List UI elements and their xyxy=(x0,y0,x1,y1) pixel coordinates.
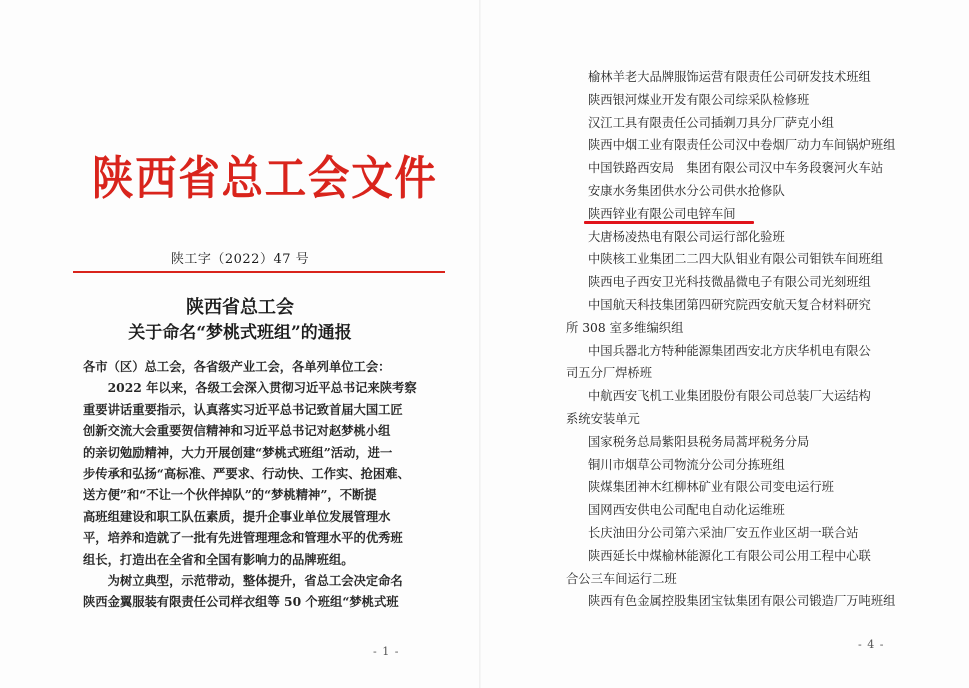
body-line: 重要讲话重要指示，认真落实习近平总书记致首届大国工匠 xyxy=(83,401,403,417)
list-item-continuation: 司五分厂焊桥班 xyxy=(566,366,653,381)
list-item: 铜川市烟草公司物流分公司分拣班组 xyxy=(588,457,785,472)
body-line: 送方便”和“不让一个伙伴掉队”的“梦桃精神”，不断提 xyxy=(83,487,377,503)
body-line: 2022 年以来，各级工会深入贯彻习近平总书记来陕考察 xyxy=(83,380,417,396)
list-item-continuation: 合公三车间运行二班 xyxy=(566,571,677,586)
list-item-continuation: 所 308 室多维编织组 xyxy=(566,320,684,335)
page-number: - 1 - xyxy=(373,645,400,658)
body-line: 平，培养和造就了一批有先进管理理念和管理水平的优秀班 xyxy=(83,530,403,546)
list-item: 陕煤集团神木红柳林矿业有限公司变电运行班 xyxy=(588,480,834,495)
list-item-continuation: 系统安装单元 xyxy=(566,411,640,426)
list-item: 陕西延长中煤榆林能源化工有限公司公用工程中心联 xyxy=(588,548,871,563)
notice-subject: 关于命名“梦桃式班组”的通报 xyxy=(128,323,352,343)
highlighted-list-item xyxy=(588,203,918,226)
document-header-title: 陕西省总工会文件 xyxy=(92,151,438,205)
body-line: 为树立典型，示范带动，整体提升，省总工会决定命名 xyxy=(83,572,403,588)
list-item: 中国铁路西安局 集团有限公司汉中车务段褒河火车站 xyxy=(588,161,884,176)
list-item: 中航西安飞机工业集团股份有限公司总装厂大运结构 xyxy=(588,389,871,404)
body-line: 创新交流大会重要贺信精神和习近平总书记对赵梦桃小组 xyxy=(83,423,391,439)
list-item: 中国航天科技集团第四研究院西安航天复合材料研究 xyxy=(588,297,871,312)
list-item: 长庆油田分公司第六采油厂安五作业区胡一联合站 xyxy=(588,525,859,540)
list-item-text: 陕西锌业有限公司电锌车间 xyxy=(588,206,736,221)
document-page-4 xyxy=(481,0,969,688)
notice-issuer: 陕西省总工会 xyxy=(186,297,294,318)
red-highlight-underline xyxy=(584,221,754,224)
list-item: 大唐杨凌热电有限公司运行部化验班 xyxy=(588,229,785,244)
list-item: 陕西银河煤业开发有限公司综采队检修班 xyxy=(588,92,810,107)
red-divider-line xyxy=(73,271,445,273)
document-page-1 xyxy=(0,0,480,688)
list-item: 安康水务集团供水分公司供水抢修队 xyxy=(588,183,785,198)
list-item: 汉江工具有限责任公司插剃刀具分厂萨克小组 xyxy=(588,115,834,130)
list-item: 榆林羊老大品牌服饰运营有限责任公司研发技术班组 xyxy=(588,70,871,84)
body-line: 高班组建设和职工队伍素质，提升企事业单位发展管理水 xyxy=(83,508,391,524)
list-item: 中国兵器北方特种能源集团西安北方庆华机电有限公 xyxy=(588,343,871,358)
body-line: 的亲切勉励精神，大力开展创建“梦桃式班组”活动，进一 xyxy=(83,444,393,460)
team-list xyxy=(566,66,918,613)
list-item: 陕西中烟工业有限责任公司汉中卷烟厂动力车间锅炉班组 xyxy=(588,138,896,153)
notice-body xyxy=(83,356,438,613)
document-number: 陕工字（2022）47 号 xyxy=(170,252,310,267)
list-item: 陕西有色金属控股集团宝钛集团有限公司锻造厂万吨班组 xyxy=(588,594,896,609)
page-number: - 4 - xyxy=(858,638,885,651)
body-line: 陕西金翼服装有限责任公司样衣组等 50 个班组“梦桃式班 xyxy=(83,594,399,610)
list-item: 中陕核工业集团二二四大队钼业有限公司钼铁车间班组 xyxy=(588,252,884,267)
body-line: 各市（区）总工会，各省级产业工会，各单列单位工会： xyxy=(83,359,391,374)
list-item: 国家税务总局紫阳县税务局蒿坪税务分局 xyxy=(588,434,810,449)
list-item: 国网西安供电公司配电自动化运维班 xyxy=(588,503,785,518)
body-line: 组长，打造出在全省和全国有影响力的品牌班组。 xyxy=(83,551,354,567)
list-item: 陕西电子西安卫光科技微晶微电子有限公司光刻班组 xyxy=(588,275,871,290)
body-line: 步传承和弘扬“高标准、严要求、行动快、工作实、抢困难、 xyxy=(83,465,410,481)
